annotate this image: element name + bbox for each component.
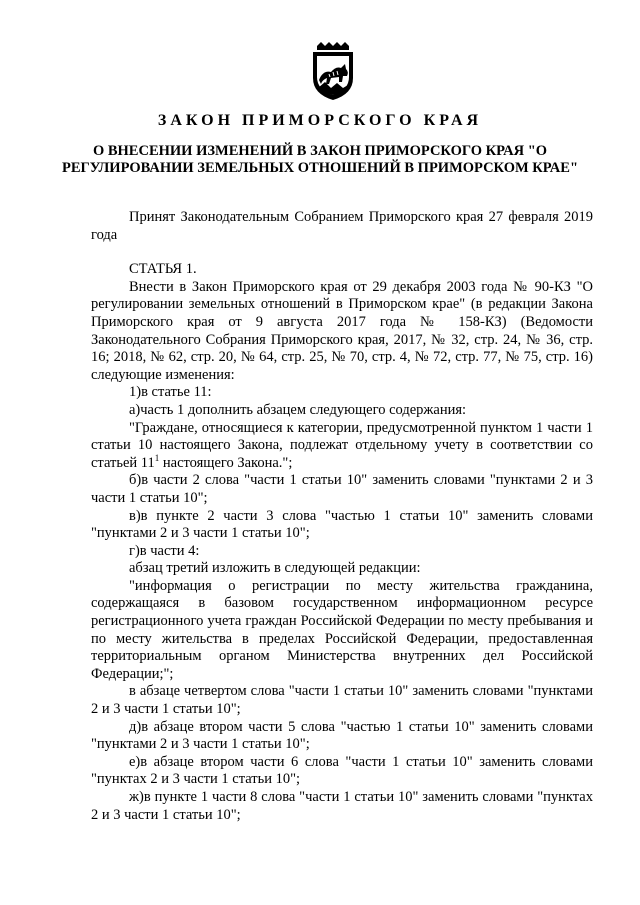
coat-of-arms-emblem [309, 42, 357, 102]
paragraph-a: а)часть 1 дополнить абзацем следующего содержания: [129, 401, 467, 418]
law-title: ЗАКОН ПРИМОРСКОГО КРАЯ [157, 112, 483, 129]
superscript: 1 [154, 452, 160, 463]
adoption-note: Принят Законодательным Собранием Приморского края 27 февраля 2019 года [91, 209, 593, 243]
paragraph-quote-1: "Граждане, относящиеся к категории, предусмотренной пунктом 1 части 1 статьи 10 настоящего Закона, подлежат отдельному учету в соответствии со статьей $11^1$ настоящего Закона."; [91, 419, 593, 471]
article-heading: СТАТЬЯ 1. [129, 261, 197, 278]
paragraph-b: б)в части 2 слова "части 1 статьи 10" заменить словами "пунктами 2 и 3 части 1 статьи 10"; [91, 472, 593, 506]
paragraph-g: г)в части 4: [129, 542, 200, 559]
paragraph-quote-2: "информация о регистрации по месту жительства гражданина, содержащаяся в базовом государственном информационном ресурсе регистрационного учета граждан Российской Федерации по месту пребывания и по месту жительства в пределах Российской Федерации, предоставленная территориальным органом Министерства внутренних дел Российской Федерации;"; [91, 577, 593, 682]
paragraph-1: 1)в статье 11: [129, 384, 212, 401]
paragraph-abzac-3: абзац третий изложить в следующей редакции: [129, 560, 421, 577]
paragraph-d: д)в абзаце втором части 5 слова "частью 1 статьи 10" заменить словами "пунктами 2 и 3 части 1 статьи 10"; [91, 718, 593, 753]
paragraph-abzac-4: в абзаце четвертом слова "части 1 статьи 10" заменить словами "пунктами 2 и 3 части 1 статьи 10"; [91, 683, 593, 718]
document-body [91, 209, 593, 824]
law-subtitle: О ВНЕСЕНИИ ИЗМЕНЕНИЙ В ЗАКОН ПРИМОРСКОГО КРАЯ "О РЕГУЛИРОВАНИИ ЗЕМЕЛЬНЫХ ОТНОШЕНИЙ В ПРИМОРСКОМ КРАЕ" [62, 143, 578, 176]
paragraph-v: в)в пункте 2 части 3 слова "частью 1 статьи 10" заменить словами "пунктами 2 и 3 части 1 статьи 10"; [91, 507, 593, 542]
paragraph-e: е)в абзаце втором части 6 слова "части 1 статьи 10" заменить словами "пунктах 2 и 3 части 1 статьи 10"; [91, 753, 593, 788]
paragraph-intro: Внести в Закон Приморского края от 29 декабря 2003 года № 90-КЗ "О регулировании земельных отношений в Приморском крае" (в редакции Закона Приморского края от 9 августа 2017 года № 158-КЗ) (Ведомости Законодательного Собрания Приморского края, 2017, № 32, стр. 24, № 36, стр. 16; 2018, № 62, стр. 20, № 64, стр. 25, № 70, стр. 4, № 72, стр. 77, № 75, стр. 16) следующие изменения: [91, 278, 593, 383]
paragraph-zh: ж)в пункте 1 части 8 слова "части 1 статьи 10" заменить словами "пунктах 2 и 3 части 1 статьи 10"; [91, 789, 593, 823]
